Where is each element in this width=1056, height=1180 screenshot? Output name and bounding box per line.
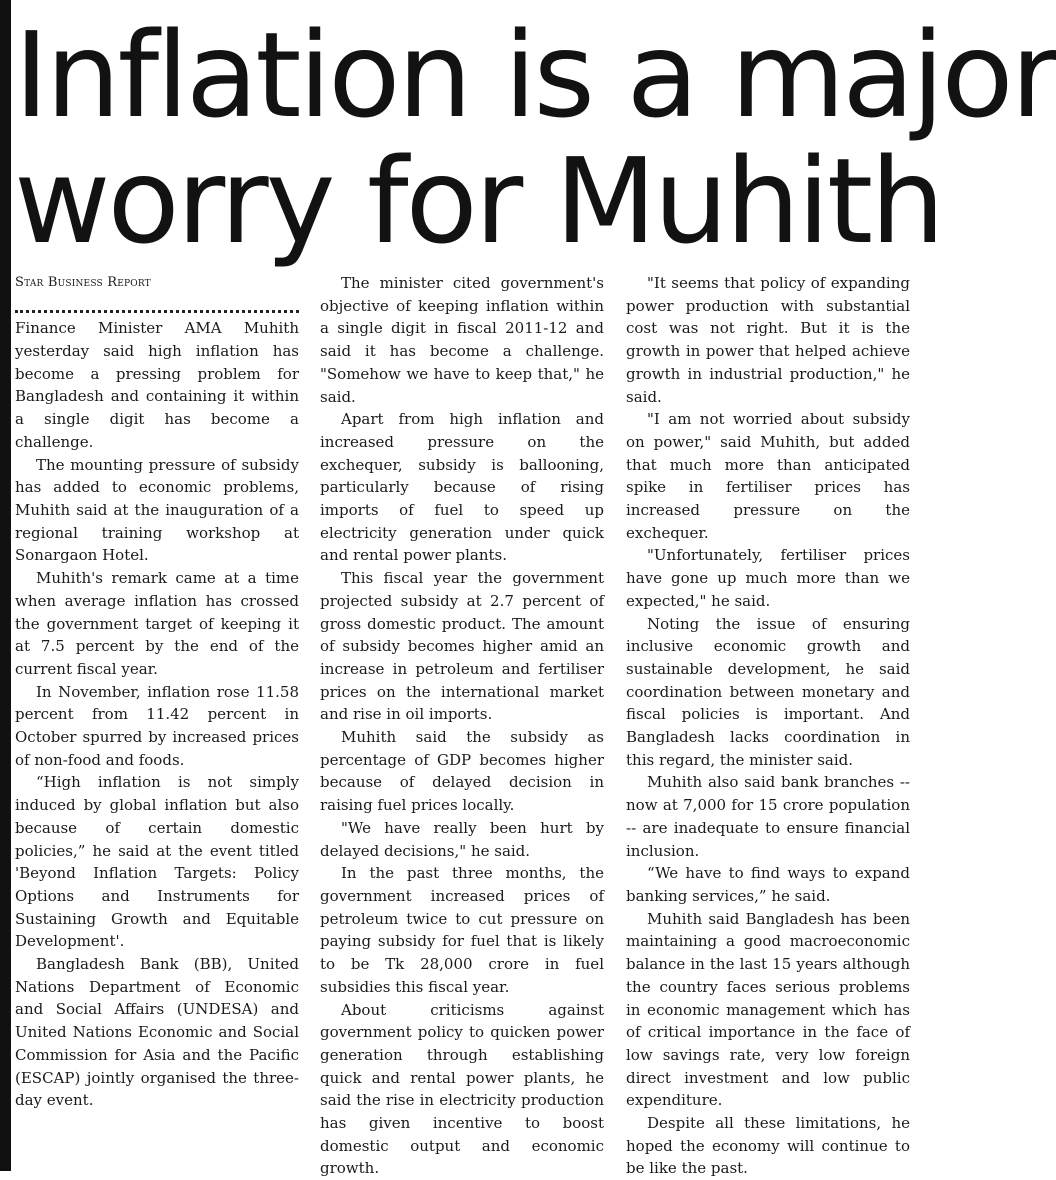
paragraph: About criticisms against government policy to quicken power generation through establishing quick and rental power plants, he said the rise in electricity production has given incentive to boost domestic output and economic growth.: [320, 999, 604, 1180]
paragraph: Bangladesh Bank (BB), United Nations Department of Economic and Social Affairs (UNDESA) and United Nations Economic and Social Commission for Asia and the Pacific (ESCAP) jointly organised the three-day event.: [15, 953, 299, 1112]
paragraph: Muhith's remark came at a time when average inflation has crossed the government target of keeping it at 7.5 percent by the end of the current fiscal year.: [15, 567, 299, 681]
paragraph: In November, inflation rose 11.58 percent from 11.42 percent in October spurred by increased prices of non-food and foods.: [15, 681, 299, 772]
paragraph: Noting the issue of ensuring inclusive economic growth and sustainable development, he said coordination between monetary and fiscal policies is important. And Bangladesh lacks coordination in this regard, the minister said.: [626, 613, 910, 772]
article-column-2: [320, 272, 604, 1180]
paragraph: Despite all these limitations, he hoped the economy will continue to be like the past.: [626, 1112, 910, 1180]
paragraph: "I am not worried about subsidy on power," said Muhith, but added that much more than anticipated spike in fertiliser prices has increased pressure on the exchequer.: [626, 408, 910, 544]
paragraph: Muhith said the subsidy as percentage of GDP becomes higher because of delayed decision in raising fuel prices locally.: [320, 726, 604, 817]
article-column-1: [15, 272, 299, 1112]
paragraph: "Unfortunately, fertiliser prices have gone up much more than we expected," he said.: [626, 544, 910, 612]
headline: [14, 12, 914, 264]
paragraph: "We have really been hurt by delayed decisions," he said.: [320, 817, 604, 862]
paragraph: Muhith said Bangladesh has been maintaining a good macroeconomic balance in the last 15 years although the country faces serious problems in economic management which has of critical importance in the face of low savings rate, very low foreign direct investment and low public expenditure.: [626, 908, 910, 1112]
headline-line-1: Inflation is a major: [14, 12, 914, 138]
paragraph: "It seems that policy of expanding power production with substantial cost was not right. But it is the growth in power that helped achieve growth in industrial production," he said.: [626, 272, 910, 408]
headline-line-2: worry for Muhith: [14, 138, 914, 264]
paragraph: The mounting pressure of subsidy has added to economic problems, Muhith said at the inauguration of a regional training workshop at Sonargaon Hotel.: [15, 454, 299, 568]
paragraph: The minister cited government's objective of keeping inflation within a single digit in fiscal 2011-12 and said it has become a challenge. "Somehow we have to keep that," he said.: [320, 272, 604, 408]
byline-divider: [15, 295, 299, 313]
paragraph: Muhith also said bank branches -- now at 7,000 for 15 crore population -- are inadequate to ensure financial inclusion.: [626, 771, 910, 862]
left-margin-bar: [0, 0, 11, 1171]
paragraph: Apart from high inflation and increased pressure on the exchequer, subsidy is ballooning, particularly because of rising imports of fuel to speed up electricity generation under quick and rental power plants.: [320, 408, 604, 567]
paragraph: This fiscal year the government projected subsidy at 2.7 percent of gross domestic product. The amount of subsidy becomes higher amid an increase in petroleum and fertiliser prices on the international market and rise in oil imports.: [320, 567, 604, 726]
paragraph: “We have to find ways to expand banking services,” he said.: [626, 862, 910, 907]
paragraph: Finance Minister AMA Muhith yesterday said high inflation has become a pressing problem for Bangladesh and containing it within a single digit has become a challenge.: [15, 317, 299, 453]
article-column-3: [626, 272, 910, 1180]
paragraph: In the past three months, the government increased prices of petroleum twice to cut pressure on paying subsidy for fuel that is likely to be Tk 28,000 crore in fuel subsidies this fiscal year.: [320, 862, 604, 998]
paragraph: “High inflation is not simply induced by global inflation but also because of certain domestic policies,” he said at the event titled 'Beyond Inflation Targets: Policy Options and Instruments for Sustaining Growth and Equitable Development'.: [15, 771, 299, 953]
byline: Star Business Report: [15, 272, 299, 295]
